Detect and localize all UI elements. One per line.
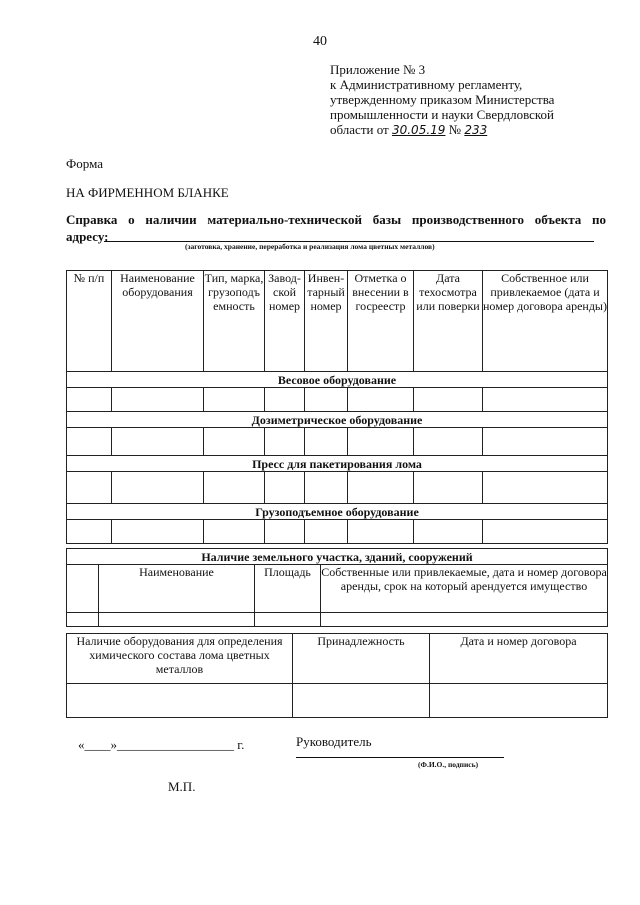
address-label: адресу:: [66, 229, 109, 244]
col-header-ownership: Собственное или привлекаемое (дата и номер договора аренды): [483, 271, 608, 372]
handwritten-date: 30.05.19: [391, 123, 446, 137]
table-row[interactable]: [67, 428, 608, 456]
handwritten-number: 233: [464, 123, 488, 137]
land-table: [66, 548, 608, 627]
section-lifting: Грузоподъемное оборудование: [67, 504, 608, 520]
equipment-header-row: [67, 271, 608, 372]
land-title: Наличие земельного участка, зданий, сооружений: [67, 549, 608, 565]
address-hint: (заготовка, хранение, переработка и реализация лома цветных металлов): [185, 242, 435, 251]
land-header-row: [67, 565, 608, 613]
col-header-serial: Завод-ской номер: [265, 271, 305, 372]
equipment-table: [66, 270, 608, 544]
appendix-line-1: Приложение № 3: [330, 62, 426, 77]
land-col-ownership: Собственные или привлекаемые, дата и номер договора аренды, срок на который арендуется имущество: [321, 565, 608, 613]
land-col-area: Площадь: [255, 565, 321, 613]
table-row[interactable]: [67, 613, 608, 627]
form-label: Форма: [66, 156, 103, 171]
col-header-inspection: Дата техосмотра или поверки: [414, 271, 483, 372]
appendix-line-2: к Административному регламенту,: [330, 77, 523, 92]
chem-table: [66, 633, 608, 718]
appendix-header: [330, 62, 620, 138]
col-header-type: Тип, марка, грузоподъ емность: [204, 271, 265, 372]
col-header-registry: Отметка о внесении в госреестр: [348, 271, 414, 372]
chem-col-equipment: Наличие оборудования для определения химического состава лома цветных металлов: [67, 634, 293, 684]
appendix-line-5: [330, 122, 620, 138]
date-field[interactable]: «____»__________________ г.: [78, 737, 245, 752]
appendix-line-3: утвержденному приказом Министерства: [330, 92, 555, 107]
table-row[interactable]: [67, 388, 608, 412]
chem-header-row: [67, 634, 608, 684]
col-header-name: Наименование оборудования: [112, 271, 204, 372]
table-row[interactable]: [67, 472, 608, 504]
section-weighing: Весовое оборудование: [67, 372, 608, 388]
letterhead-label: НА ФИРМЕННОМ БЛАНКЕ: [66, 185, 229, 200]
chem-col-contract: Дата и номер договора: [430, 634, 608, 684]
table-row[interactable]: [67, 520, 608, 544]
chem-col-belonging: Принадлежность: [293, 634, 430, 684]
signature-hint: (Ф.И.О., подпись): [418, 760, 479, 769]
col-header-inventory: Инвен-тарный номер: [305, 271, 348, 372]
appendix-date-prefix: области от: [330, 122, 389, 137]
signature-line[interactable]: [296, 757, 504, 758]
manager-label: Руководитель: [296, 734, 372, 749]
appendix-line-4: промышленности и науки Свердловской: [330, 107, 555, 122]
page-number: 40: [313, 34, 327, 49]
section-press: Пресс для пакетирования лома: [67, 456, 608, 472]
land-col-name: Наименование: [99, 565, 255, 613]
document-title: Справка о наличии материально-технической базы производственного объекта по: [66, 212, 606, 227]
col-header-number: № п/п: [67, 271, 112, 372]
section-dosimetric: Дозиметрическое оборудование: [67, 412, 608, 428]
stamp-place: М.П.: [168, 779, 196, 794]
number-sign: №: [448, 122, 462, 137]
table-row[interactable]: [67, 684, 608, 718]
